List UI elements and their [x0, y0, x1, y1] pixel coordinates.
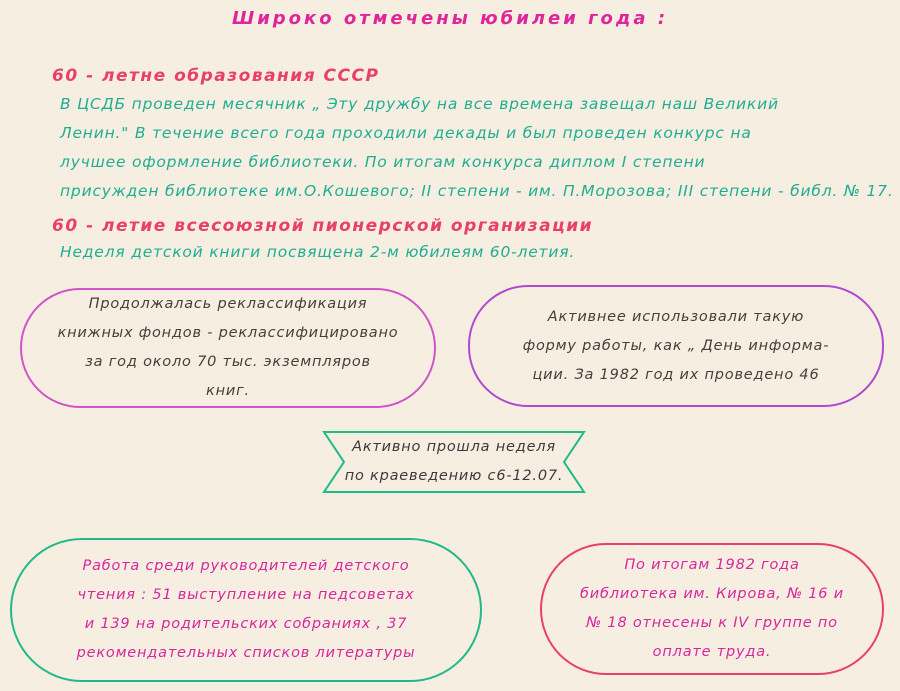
bubble-line: Работа среди руководителей детского: [82, 558, 410, 574]
section-text-pioneer: [60, 238, 880, 267]
section-heading-ussr: 60 - летне образования СССР: [52, 66, 380, 86]
info-day-bubble: [468, 285, 884, 407]
reclassification-bubble: [20, 288, 436, 408]
bubble-line: библиотека им. Кирова, № 16 и: [580, 586, 844, 602]
page-title: Широко отмечены юбилеи года :: [231, 8, 669, 29]
bubble-line: чтения : 51 выступление на педсоветах: [77, 587, 415, 603]
bubble-line: по краеведению с6-12.07.: [344, 468, 564, 484]
bubble-line: Продолжалась реклассификация: [88, 296, 368, 312]
section-heading-pioneer: 60 - летие всесоюзной пионерской организации: [52, 216, 594, 236]
banner-text: [345, 433, 564, 491]
section-text-ussr: [60, 90, 894, 206]
text-line: лучшее оформление библиотеки. По итогам конкурса диплом I степени: [60, 153, 706, 171]
bubble-line: ции. За 1982 год их проведено 46: [532, 366, 820, 383]
bubble-line: оплате труда.: [652, 644, 772, 660]
bubble-line: Активнее использовали такую: [547, 308, 805, 325]
text-line: Ленин." В течение всего года проходили декады и был проведен конкурс на: [60, 124, 752, 142]
bubble-line: Активно прошла неделя: [352, 439, 556, 455]
text-line: присужден библиотеке им.О.Кошевого; II степени - им. П.Морозова; III степени - библ. № 17.: [60, 182, 894, 200]
local-history-week-banner: [322, 430, 586, 494]
bubble-line: книжных фондов - реклассифицировано: [57, 325, 399, 341]
leaders-work-bubble: [10, 538, 482, 682]
bubble-line: книг.: [206, 383, 250, 399]
results-bubble: [540, 543, 884, 675]
text-line: В ЦСДБ проведен месячник „ Эту дружбу на все времена завещал наш Великий: [60, 95, 779, 113]
bubble-line: за год около 70 тыс. экземпляров: [85, 354, 371, 370]
bubble-line: По итогам 1982 года: [624, 557, 800, 573]
bubble-line: форму работы, как „ День информа-: [522, 337, 830, 354]
bubble-line: и 139 на родительских собраниях , 37: [84, 616, 408, 632]
text-line: Неделя детской книги посвящена 2-м юбилеям 60-летия.: [60, 243, 576, 261]
bubble-line: рекомендательных списков литературы: [76, 645, 416, 661]
bubble-line: № 18 отнесены к IV группе по: [586, 615, 838, 631]
